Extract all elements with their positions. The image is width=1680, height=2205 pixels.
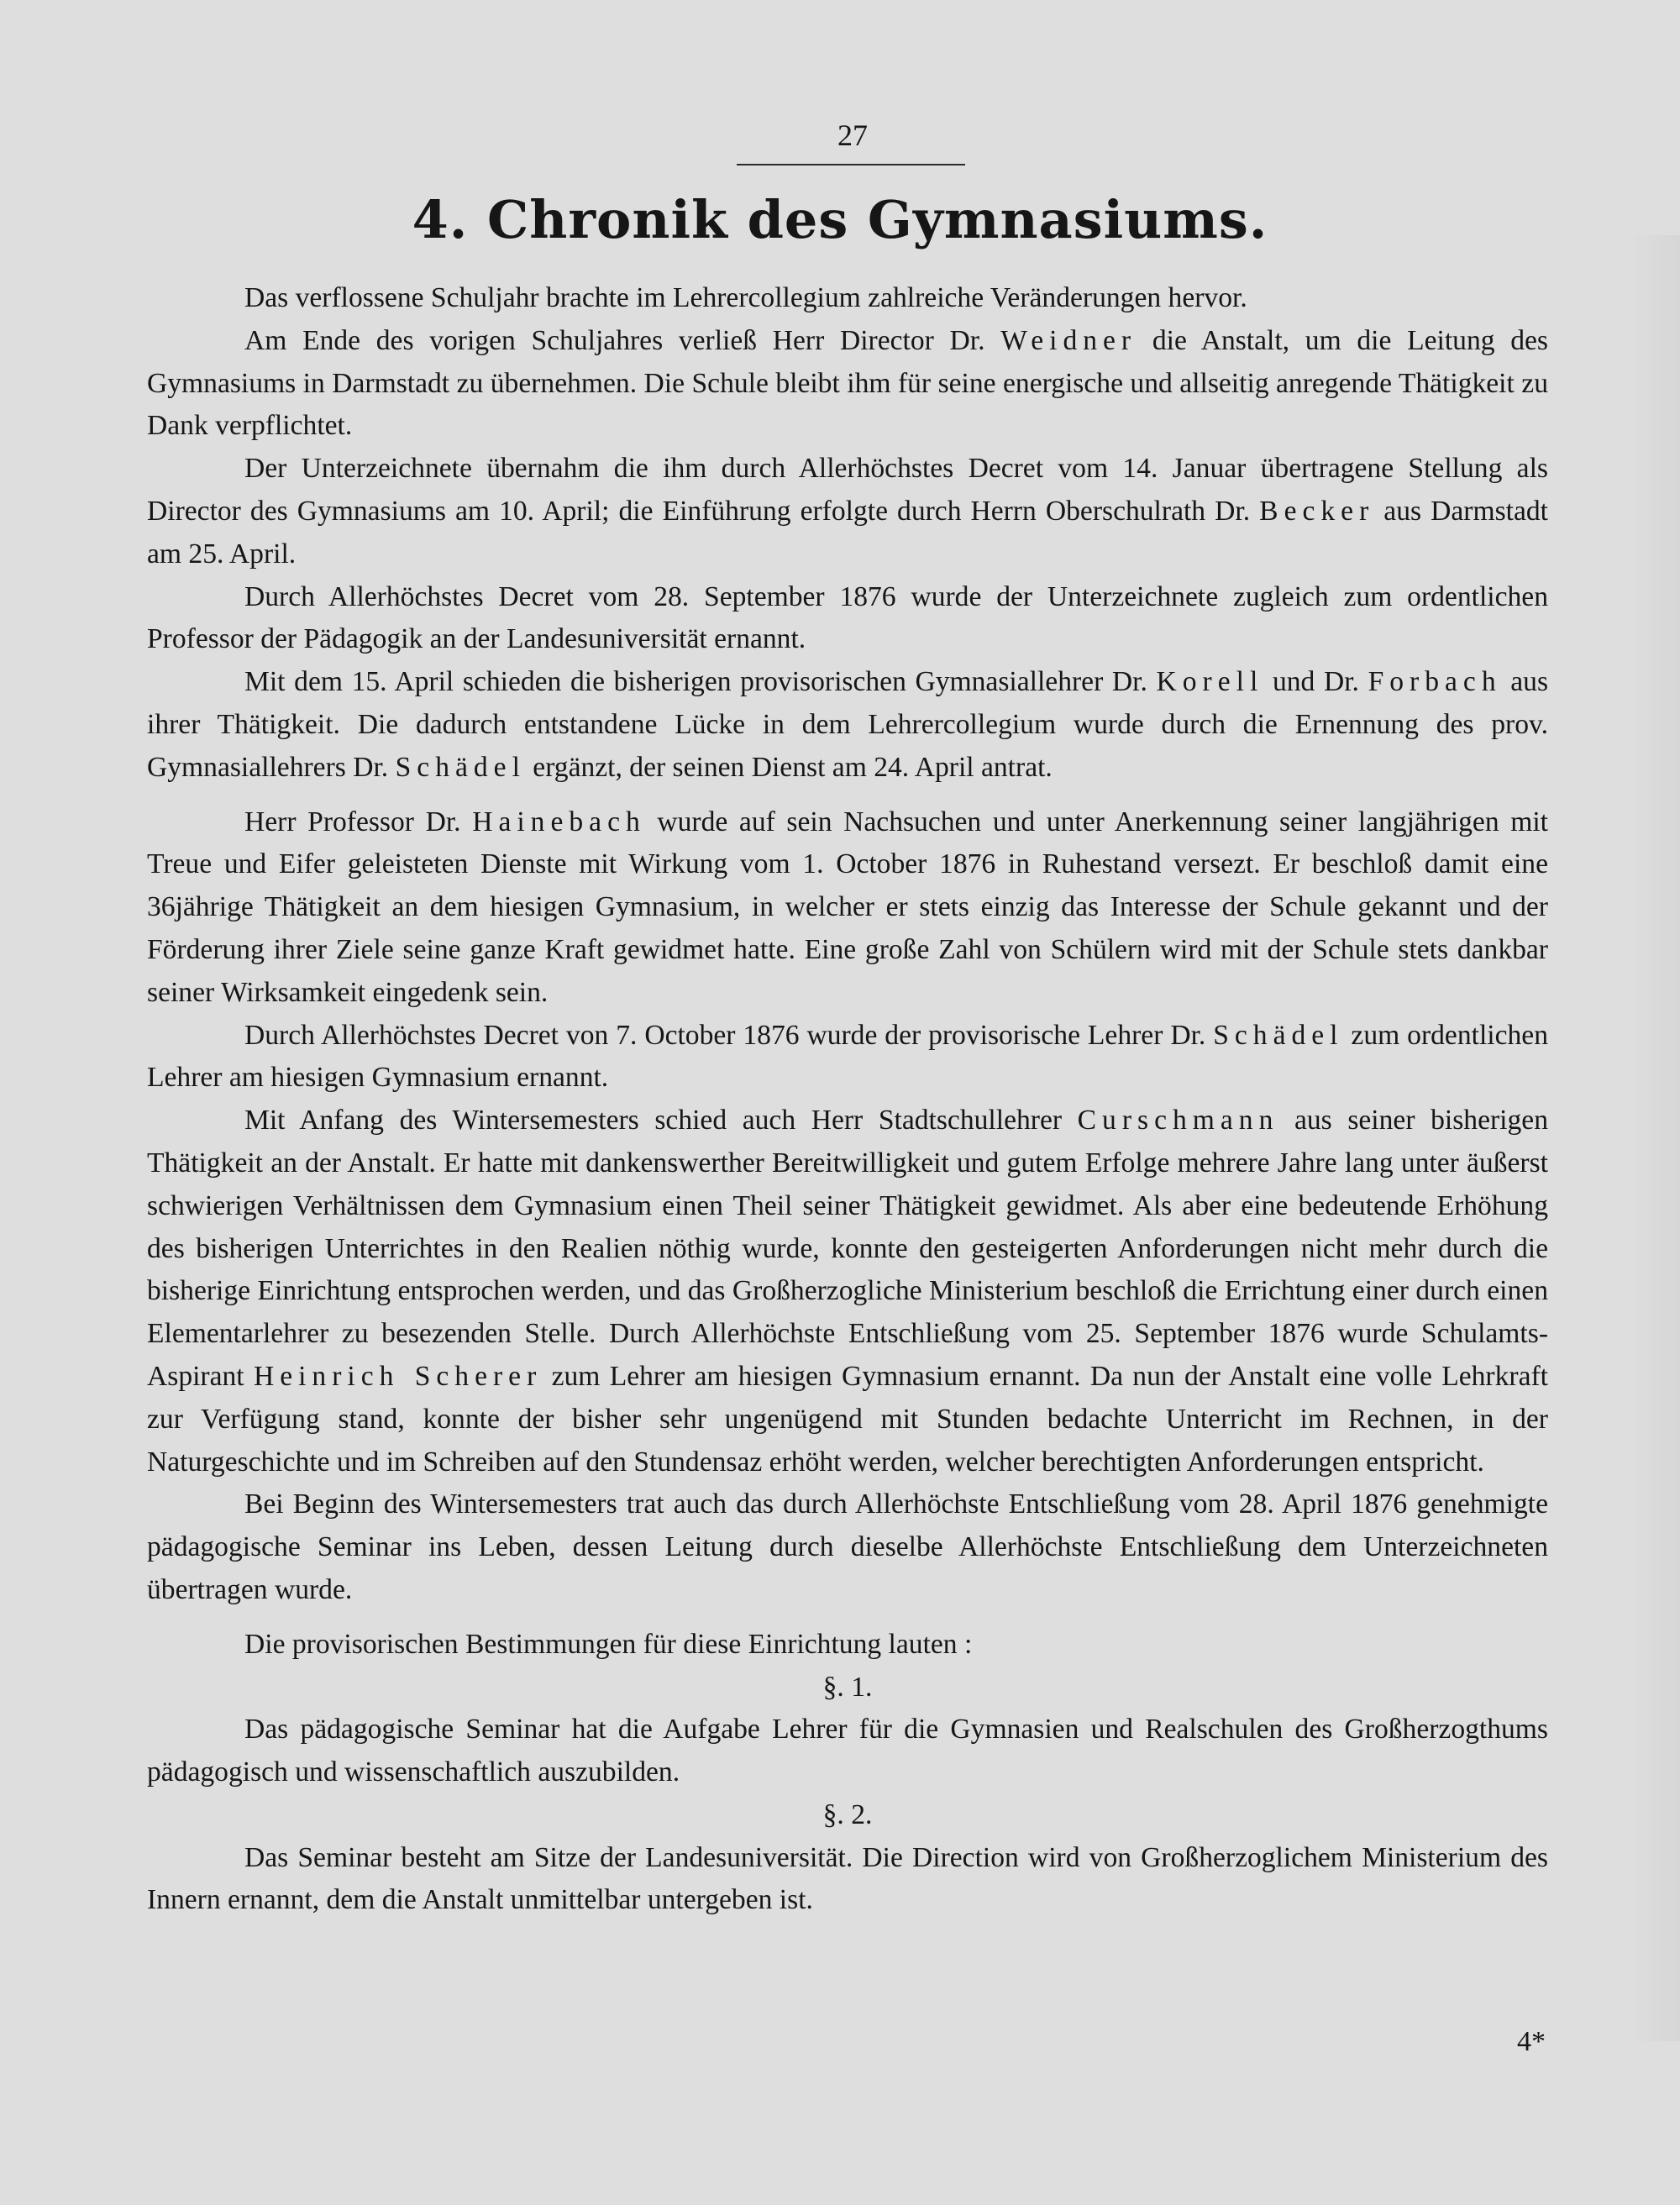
paragraph-11: Das pädagogische Seminar hat die Aufgabe Lehrer für die Gymnasien und Realschulen des Großherzogthums pädagogisch und wissenschaftlich auszubilden.: [147, 1714, 1548, 1788]
name-schaedel: Schädel: [395, 751, 526, 783]
page-number-rule: [737, 164, 965, 165]
section-sign-1: §. 1.: [822, 1671, 873, 1703]
paragraph-3: Der Unterzeichnete übernahm die ihm durch Allerhöchstes Decret vom 14. Januar übertragene Stellung als Director des Gymnasiums am 10. April; die Einführung erfolgte durch Herrn Oberschulrath Dr. Becker aus Darmstadt am 25. April.: [147, 453, 1548, 570]
name-hainebach: Hainebach: [472, 806, 646, 837]
paragraph-2: Am Ende des vorigen Schuljahres verließ Herr Director Dr. Weidner die Anstalt, um die Leitung des Gymnasiums in Darmstadt zu übernehmen. Die Schule bleibt ihm für seine energische und allseitig anregende Thätigkeit zu Dank verpflichtet.: [147, 324, 1548, 442]
paragraph-10: Die provisorischen Bestimmungen für diese Einrichtung lauten :: [244, 1628, 973, 1660]
section-sign-2: §. 2.: [822, 1798, 873, 1830]
show-through-shadow: [1630, 235, 1680, 2041]
name-korell: Korell: [1156, 666, 1264, 698]
paragraph-5: Mit dem 15. April schieden die bisherigen provisorischen Gymnasiallehrer Dr. Korell und Dr. Forbach aus ihrer Thätigkeit. Die dadurch entstandene Lücke in dem Lehrercollegium wurde durch die Ernennung des prov. Gymnasiallehrers Dr. Schädel ergänzt, der seinen Dienst am 24. April antrat.: [147, 666, 1549, 783]
page-number: 27: [837, 118, 868, 152]
name-heinrich-scherer: Heinrich Scherer: [253, 1360, 543, 1392]
paragraph-6: Herr Professor Dr. Hainebach wurde auf sein Nachsuchen und unter Anerkennung seiner langjährigen mit Treue und Eifer geleisteten Dienste mit Wirkung vom 1. October 1876 in Ruhestand versezt. Er beschloß damit eine 36jährige Thätigkeit an dem hiesigen Gymnasium, in welcher er stets einzig das Interesse der Schule gekannt und der Förderung ihrer Ziele seine ganze Kraft gewidmet hatte. Eine große Zahl von Schülern wird mit der Schule stets dankbar seiner Wirksamkeit eingedenk sein.: [147, 806, 1549, 1008]
name-forbach: Forbach: [1368, 666, 1502, 698]
body-text: [147, 277, 1548, 1922]
name-becker: Becker: [1259, 495, 1375, 527]
paragraph-4: Durch Allerhöchstes Decret vom 28. September 1876 wurde der Unterzeichnete zugleich zum ordentlichen Professor der Pädagogik an der Landesuniversität ernannt.: [147, 580, 1548, 655]
paragraph-7: Durch Allerhöchstes Decret von 7. October 1876 wurde der provisorische Lehrer Dr. Schädel zum ordentlichen Lehrer am hiesigen Gymnasium ernannt.: [147, 1019, 1548, 1094]
paragraph-12: Das Seminar besteht am Sitze der Landesuniversität. Die Direction wird von Großherzoglichem Ministerium des Innern ernannt, dem die Anstalt unmittelbar untergeben ist.: [147, 1841, 1548, 1916]
paragraph-1: Das verflossene Schuljahr brachte im Lehrercollegium zahlreiche Veränderungen hervor.: [244, 282, 1247, 313]
paragraph-8: Mit Anfang des Wintersemesters schied auch Herr Stadtschullehrer Curschmann aus seiner bisherigen Thätigkeit an der Anstalt. Er hatte mit dankenswerther Bereitwilligkeit und gutem Erfolge mehrere Jahre lang unter äußerst schwierigen Verhältnissen dem Gymnasium einen Theil seiner Thätigkeit gewidmet. Als aber eine bedeutende Erhöhung des bisherigen Unterrichtes in den Realien nöthig wurde, konnte den gesteigerten Anforderungen nicht mehr durch die bisherige Einrichtung entsprochen werden, und das Großherzogliche Ministerium beschloß die Errichtung einer durch einen Elementarlehrer zu besezenden Stelle. Durch Allerhöchste Entschließung vom 25. September 1876 wurde Schulamts-Aspirant Heinrich Scherer zum Lehrer am hiesigen Gymnasium ernannt. Da nun der Anstalt eine volle Lehrkraft zur Verfügung stand, konnte der bisher sehr ungenügend mit Stunden bedachte Unterricht im Rechnen, in der Naturgeschichte und im Schreiben auf den Stundensaz erhöht werden, welcher berechtigten Anforderungen entspricht.: [147, 1105, 1548, 1478]
name-schaedel-2: Schädel: [1213, 1019, 1344, 1051]
printer-signature: 4*: [1517, 2026, 1546, 2057]
name-weidner: Weidner: [1000, 324, 1137, 356]
section-title: 4. Chronik des Gymnasiums.: [412, 189, 1268, 250]
paragraph-9: Bei Beginn des Wintersemesters trat auch das durch Allerhöchste Entschließung vom 28. April 1876 genehmigte pädagogische Seminar ins Leben, dessen Leitung durch dieselbe Allerhöchste Entschließung dem Unterzeichneten übertragen wurde.: [147, 1488, 1548, 1605]
name-curschmann: Curschmann: [1077, 1105, 1279, 1137]
